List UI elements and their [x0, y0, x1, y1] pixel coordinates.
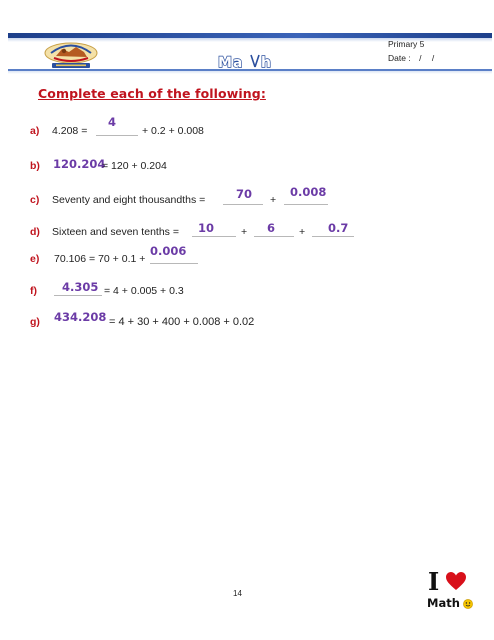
question-text: 4.208 =: [52, 125, 88, 137]
school-emblem-icon: [42, 40, 100, 70]
question-label: g): [30, 316, 40, 328]
question-label: a): [30, 125, 40, 137]
brand-word: Math: [427, 596, 460, 610]
heart-icon: [445, 571, 467, 591]
answer-value: 434.208: [54, 310, 107, 324]
question-d: [30, 219, 370, 241]
operator-text: +: [241, 226, 248, 238]
question-label: d): [30, 226, 40, 238]
question-e: [30, 246, 270, 268]
question-text: = 4 + 0.005 + 0.3: [104, 285, 184, 297]
answer-blank[interactable]: [96, 135, 138, 136]
answer-blank[interactable]: [284, 204, 328, 205]
answer-blank[interactable]: [223, 204, 263, 205]
answer-blank[interactable]: [312, 236, 354, 237]
question-label: c): [30, 194, 40, 206]
question-label: f): [30, 285, 37, 297]
question-g: [30, 309, 290, 331]
answer-blank[interactable]: [54, 295, 102, 296]
question-text: 70.106 = 70 + 0.1 +: [54, 253, 146, 265]
date-label: Date :: [388, 53, 411, 63]
question-text: Sixteen and seven tenths =: [52, 226, 179, 238]
header-info: [388, 37, 484, 65]
svg-text:h: h: [261, 55, 271, 70]
answer-value: 70: [236, 187, 253, 201]
answer-blank[interactable]: [150, 263, 198, 264]
answer-value: 10: [198, 221, 215, 235]
question-f: [30, 278, 270, 300]
operator-text: +: [299, 226, 306, 238]
date-row: [388, 51, 484, 65]
question-a: [30, 115, 290, 140]
header-bottom-shade: [8, 71, 492, 74]
math-logo-icon: [217, 52, 279, 70]
question-label: e): [30, 253, 40, 265]
question-text: = 4 + 30 + 400 + 0.008 + 0.02: [109, 316, 255, 328]
question-text: Seventy and eight thousandths =: [52, 194, 206, 206]
svg-text:Ma: Ma: [218, 55, 244, 70]
instruction-title: Complete each of the following:: [38, 86, 266, 101]
operator-text: +: [270, 194, 277, 206]
grade-label: Primary 5: [388, 39, 425, 49]
answer-value: 4.305: [62, 280, 99, 294]
answer-value: 4: [108, 115, 117, 129]
answer-value: 0.008: [290, 185, 327, 199]
question-c: [30, 187, 350, 209]
question-b: [30, 153, 290, 175]
i-love-math-logo: [425, 569, 475, 613]
answer-value: 0.7: [328, 221, 349, 235]
brand-letter: I: [428, 567, 440, 596]
question-label: b): [30, 160, 40, 172]
answer-blank[interactable]: [254, 236, 294, 237]
question-text: = 120 + 0.204: [102, 160, 167, 172]
answer-blank[interactable]: [192, 236, 236, 237]
date-separator: /: [419, 53, 422, 63]
page-number: 14: [233, 589, 242, 598]
answer-value: 0.006: [150, 244, 187, 258]
smiley-face-icon: [463, 599, 473, 609]
date-separator: /: [431, 53, 435, 63]
question-text: + 0.2 + 0.008: [142, 125, 204, 137]
answer-value: 120.204: [53, 157, 106, 171]
answer-value: 6: [267, 221, 276, 235]
